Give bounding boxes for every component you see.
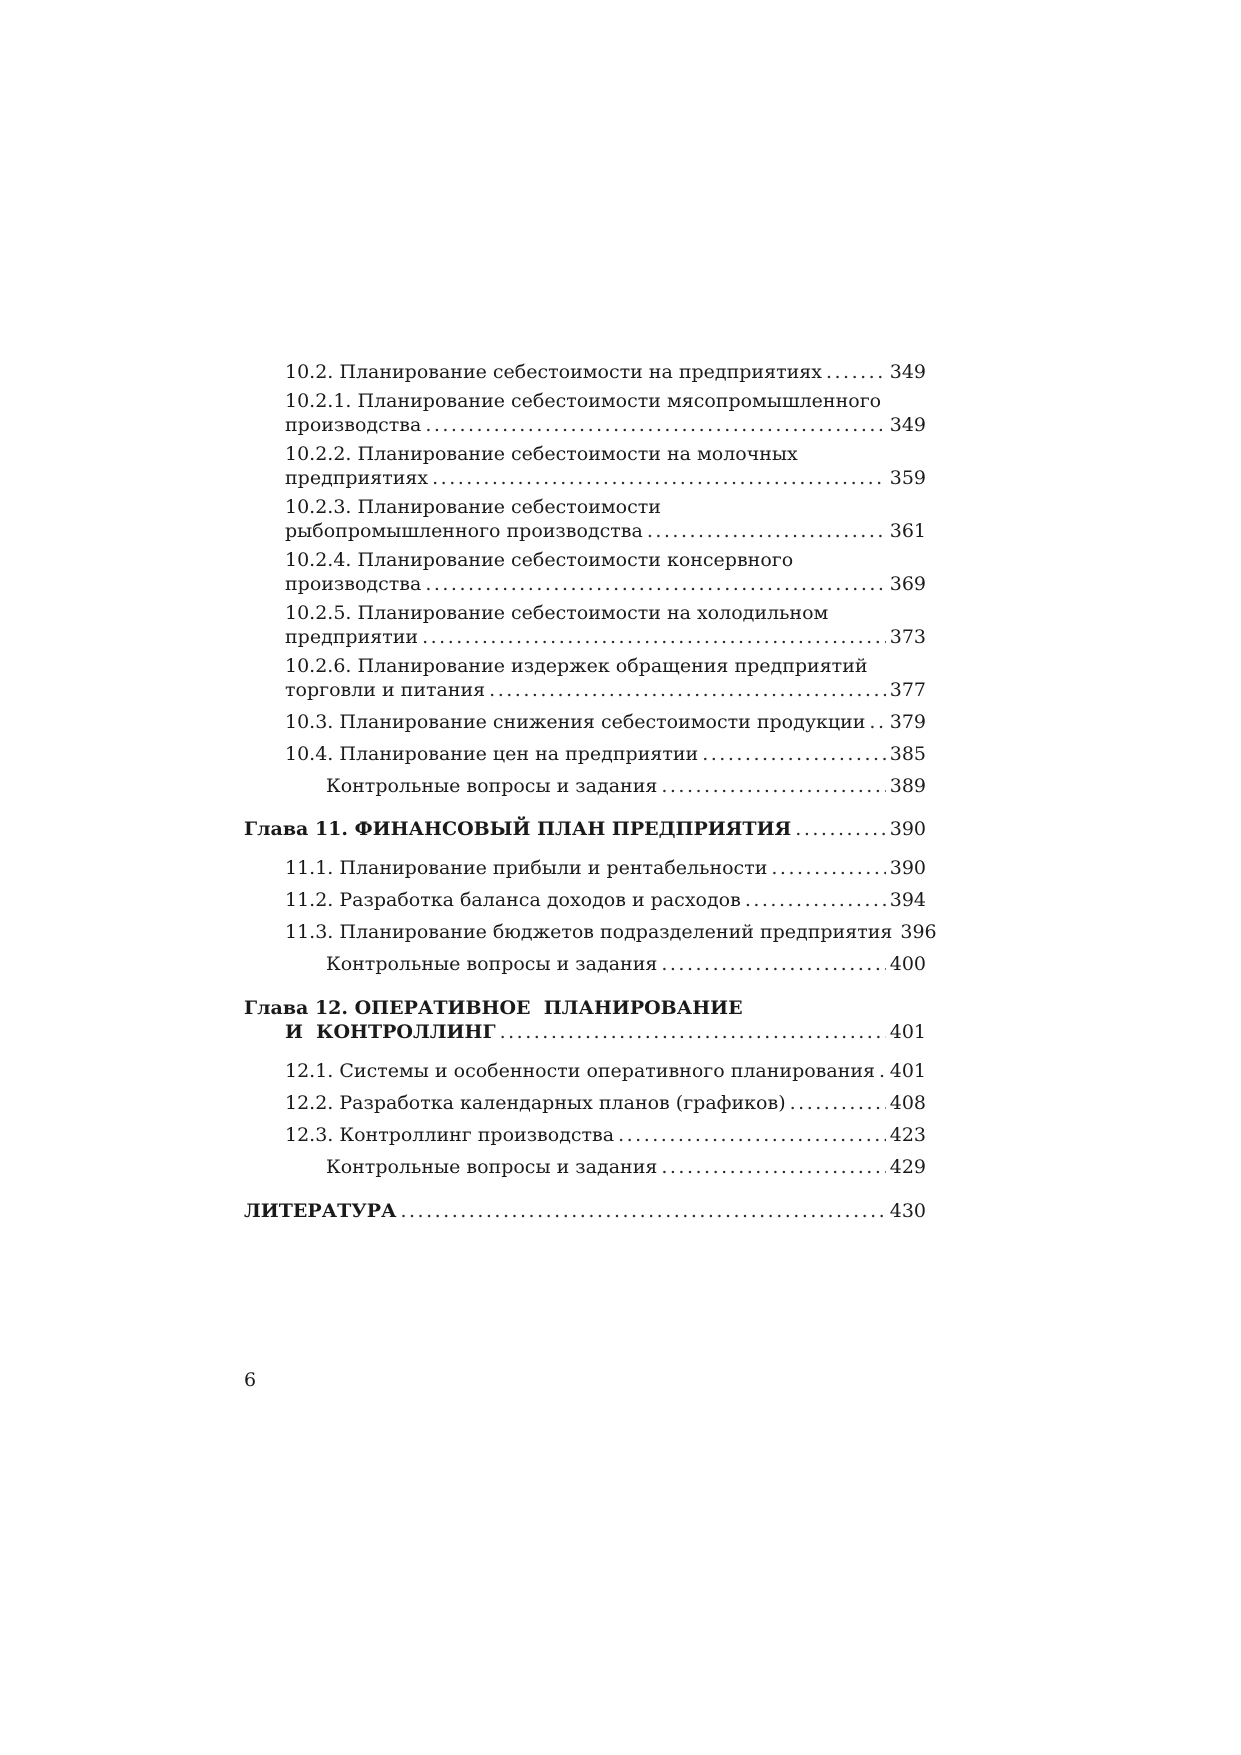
toc-entry-title: 11.1. Планирование прибыли и рентабельности xyxy=(285,857,768,879)
toc-page-number: 385 xyxy=(889,743,926,765)
toc-page-number: 401 xyxy=(889,1021,926,1043)
toc-entry-title: 10.2.6. Планирование издержек обращения предприятий xyxy=(285,655,868,677)
toc-entry-title-cont: торговли и питания xyxy=(285,679,486,701)
toc-page-number: 377 xyxy=(889,679,926,701)
toc-entry-10-2 xyxy=(244,360,926,384)
dot-leader xyxy=(647,519,886,543)
toc-page-number: 389 xyxy=(889,775,926,797)
toc-entry-title-cont: предприятиях xyxy=(285,467,429,489)
dot-leader xyxy=(432,466,886,490)
dot-leader xyxy=(869,710,885,734)
table-of-contents xyxy=(244,360,937,1223)
dot-leader xyxy=(702,742,886,766)
toc-entry-title: 10.3. Планирование снижения себестоимости продукции xyxy=(285,711,866,733)
toc-entry-title: 10.4. Планирование цен на предприятии xyxy=(285,743,699,765)
dot-leader xyxy=(425,413,885,437)
toc-page-number: 361 xyxy=(889,520,926,542)
toc-page-number: 401 xyxy=(889,1060,926,1082)
dot-leader xyxy=(425,572,885,596)
dot-leader xyxy=(661,774,885,798)
toc-entry-title-cont: производства xyxy=(285,573,422,595)
toc-chapter-title: ЛИТЕРАТУРА xyxy=(244,1200,397,1222)
toc-page-number: 400 xyxy=(889,953,926,975)
toc-page-number: 396 xyxy=(900,921,937,943)
toc-page-number: 349 xyxy=(889,414,926,436)
toc-entry-title: 11.3. Планирование бюджетов подразделений предприятия xyxy=(285,921,893,943)
toc-page-number: 369 xyxy=(889,573,926,595)
toc-entry-title: 10.2.3. Планирование себестоимости xyxy=(285,496,661,518)
toc-page-number: 373 xyxy=(889,626,926,648)
toc-entry-10-2-1 xyxy=(244,389,926,437)
toc-page-number: 390 xyxy=(889,818,926,840)
dot-leader xyxy=(400,1199,885,1223)
dot-leader xyxy=(489,678,886,702)
toc-entry-10-2-2 xyxy=(244,442,926,490)
toc-entry-title-cont: рыбопромышленного производства xyxy=(285,520,643,542)
toc-entry-12-3 xyxy=(244,1123,926,1147)
dot-leader xyxy=(771,856,885,880)
toc-chapter-11 xyxy=(244,817,926,841)
toc-page-number: 349 xyxy=(889,361,926,383)
page-number: 6 xyxy=(244,1369,257,1391)
toc-entry-title: 10.2.1. Планирование себестоимости мясопромышленного xyxy=(285,390,882,412)
dot-leader xyxy=(618,1123,886,1147)
toc-entry-title: Контрольные вопросы и задания xyxy=(326,953,658,975)
dot-leader xyxy=(745,888,886,912)
dot-leader xyxy=(790,1091,886,1115)
toc-entry-10-2-3 xyxy=(244,495,926,543)
toc-page-number: 379 xyxy=(889,711,926,733)
dot-leader xyxy=(500,1020,886,1044)
toc-chapter-title-cont: И КОНТРОЛЛИНГ xyxy=(285,1021,496,1043)
toc-entry-title: Контрольные вопросы и задания xyxy=(326,1156,658,1178)
toc-chapter-12 xyxy=(244,996,926,1044)
toc-entry-12-1 xyxy=(244,1059,926,1083)
toc-page-number: 430 xyxy=(889,1200,926,1222)
toc-entry-10-4 xyxy=(244,742,926,766)
toc-entry-questions-10 xyxy=(244,774,926,798)
toc-entry-12-2 xyxy=(244,1091,926,1115)
toc-entry-11-1 xyxy=(244,856,926,880)
toc-entry-questions-12 xyxy=(244,1155,926,1179)
toc-entry-title: 10.2.5. Планирование себестоимости на холодильном xyxy=(285,602,829,624)
toc-entry-title: Контрольные вопросы и задания xyxy=(326,775,658,797)
toc-entry-title: 12.2. Разработка календарных планов (графиков) xyxy=(285,1092,786,1114)
dot-leader xyxy=(422,625,886,649)
toc-page-number: 394 xyxy=(889,889,926,911)
toc-entry-title: 11.2. Разработка баланса доходов и расходов xyxy=(285,889,741,911)
toc-entry-title: 12.3. Контроллинг производства xyxy=(285,1124,615,1146)
toc-entry-title-cont: производства xyxy=(285,414,422,436)
toc-page-number: 408 xyxy=(889,1092,926,1114)
toc-entry-questions-11 xyxy=(244,952,926,976)
toc-entry-title: 10.2.4. Планирование себестоимости консервного xyxy=(285,549,794,571)
toc-chapter-title: Глава 12. ОПЕРАТИВНОЕ ПЛАНИРОВАНИЕ xyxy=(244,997,743,1019)
toc-entry-title-cont: предприятии xyxy=(285,626,419,648)
toc-entry-11-3 xyxy=(244,920,937,944)
toc-entry-10-3 xyxy=(244,710,926,734)
toc-literature xyxy=(244,1199,926,1223)
toc-page-number: 359 xyxy=(889,467,926,489)
toc-entry-10-2-6 xyxy=(244,654,926,702)
dot-leader xyxy=(879,1059,886,1083)
toc-page-number: 423 xyxy=(889,1124,926,1146)
dot-leader xyxy=(826,360,886,384)
toc-page-number: 390 xyxy=(889,857,926,879)
toc-entry-title: 12.1. Системы и особенности оперативного планирования xyxy=(285,1060,876,1082)
dot-leader xyxy=(661,952,885,976)
dot-leader xyxy=(795,817,885,841)
toc-entry-10-2-4 xyxy=(244,548,926,596)
toc-entry-11-2 xyxy=(244,888,926,912)
toc-entry-title: 10.2. Планирование себестоимости на предприятиях xyxy=(285,361,822,383)
dot-leader xyxy=(661,1155,885,1179)
toc-chapter-title: Глава 11. ФИНАНСОВЫЙ ПЛАН ПРЕДПРИЯТИЯ xyxy=(244,818,792,840)
toc-entry-10-2-5 xyxy=(244,601,926,649)
toc-page-number: 429 xyxy=(889,1156,926,1178)
toc-entry-title: 10.2.2. Планирование себестоимости на молочных xyxy=(285,443,798,465)
